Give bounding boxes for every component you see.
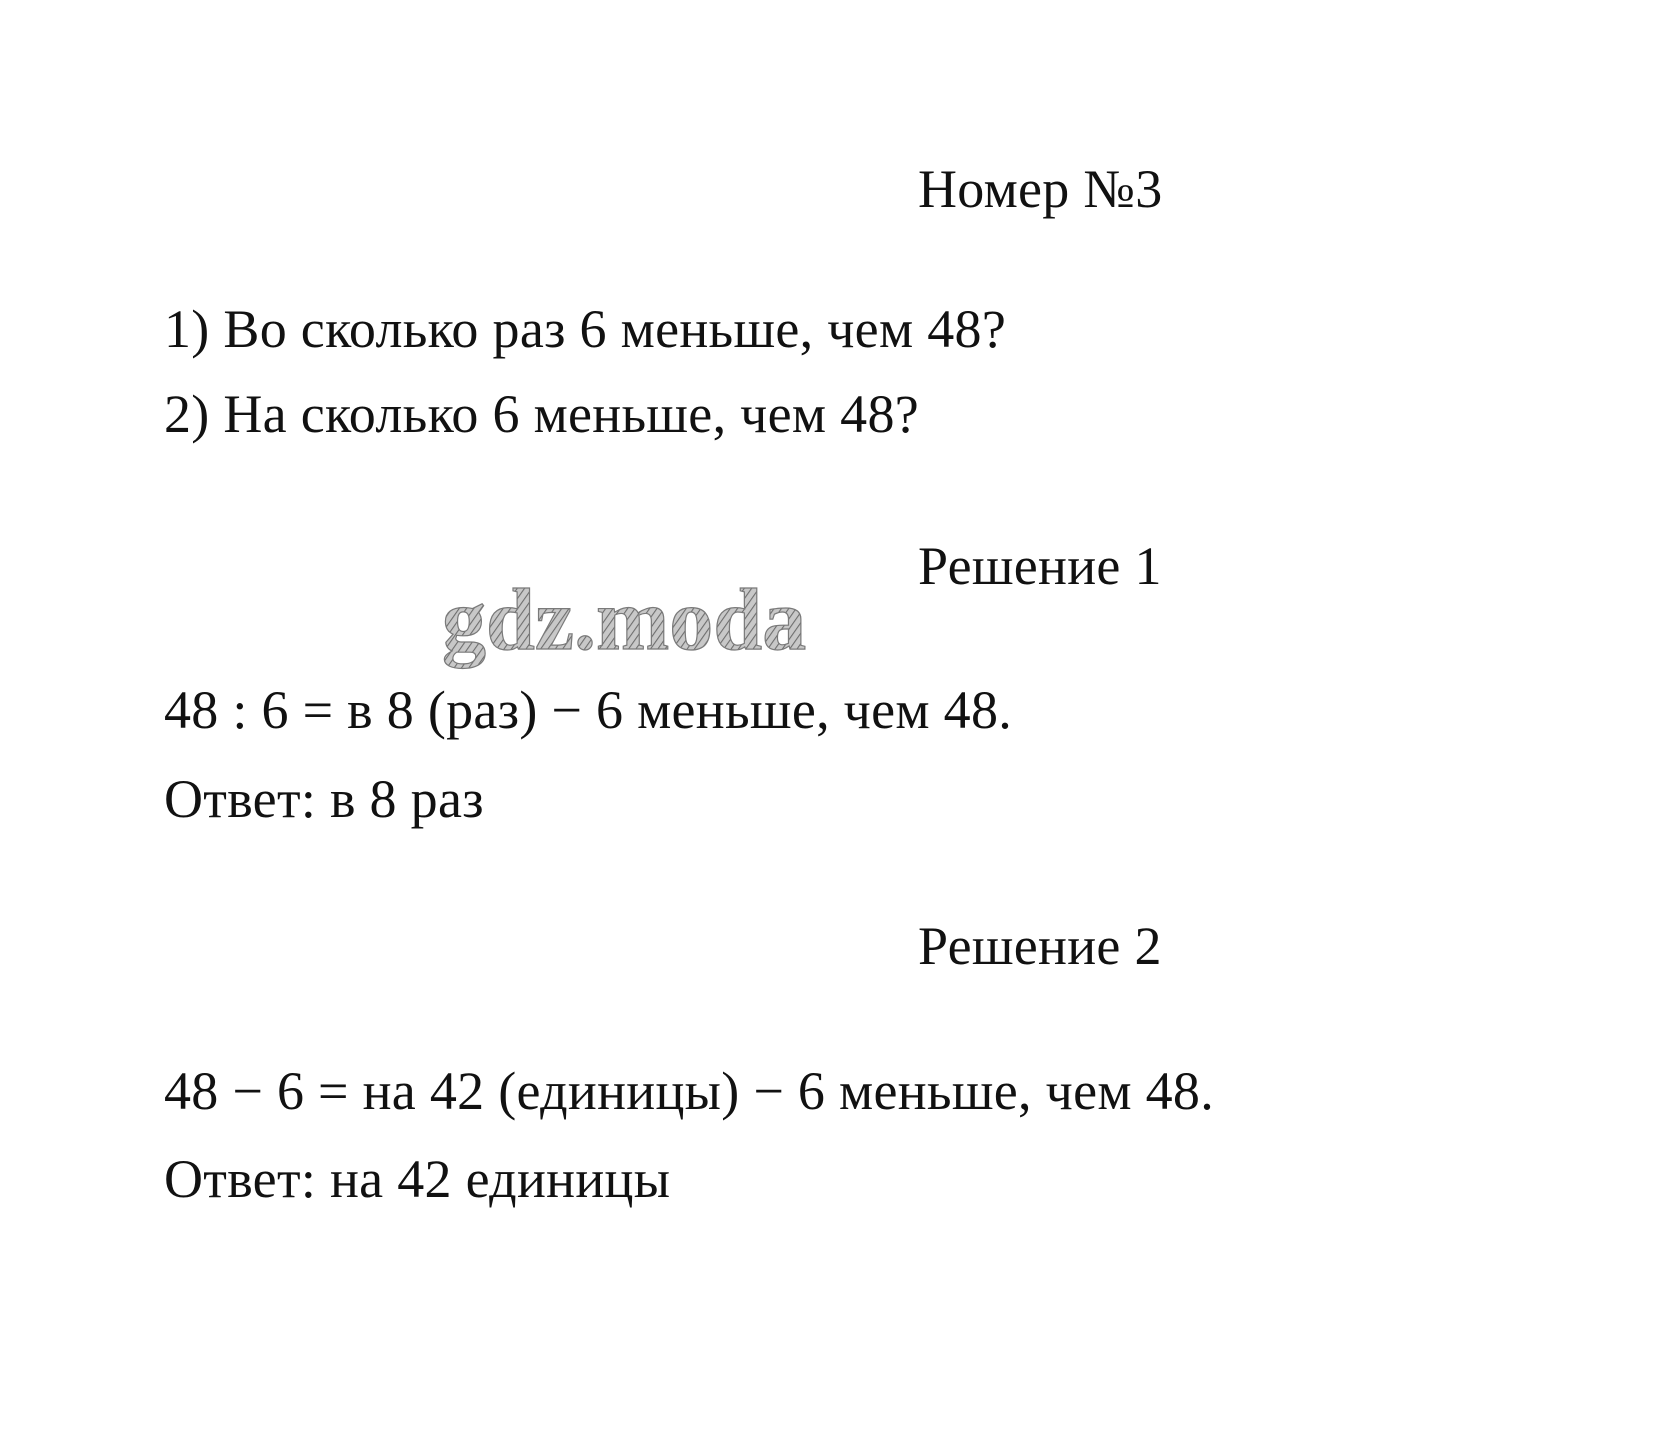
question-2: 2) На сколько 6 меньше, чем 48?: [164, 384, 920, 444]
solution-1-heading: Решение 1: [918, 536, 1162, 596]
question-1: 1) Во сколько раз 6 меньше, чем 48?: [164, 299, 1007, 359]
solution-2-answer: Ответ: на 42 единицы: [164, 1149, 671, 1209]
task-title: Номер №3: [918, 159, 1163, 219]
solution-2-heading: Решение 2: [918, 916, 1162, 976]
watermark-text: gdz.moda: [442, 575, 807, 669]
solution-1-expression: 48 : 6 = в 8 (раз) − 6 меньше, чем 48.: [164, 680, 1013, 740]
solution-1-answer: Ответ: в 8 раз: [164, 769, 484, 829]
solution-2-expression: 48 − 6 = на 42 (единицы) − 6 меньше, чем 48.: [164, 1061, 1215, 1121]
watermark-logo: [438, 575, 918, 685]
